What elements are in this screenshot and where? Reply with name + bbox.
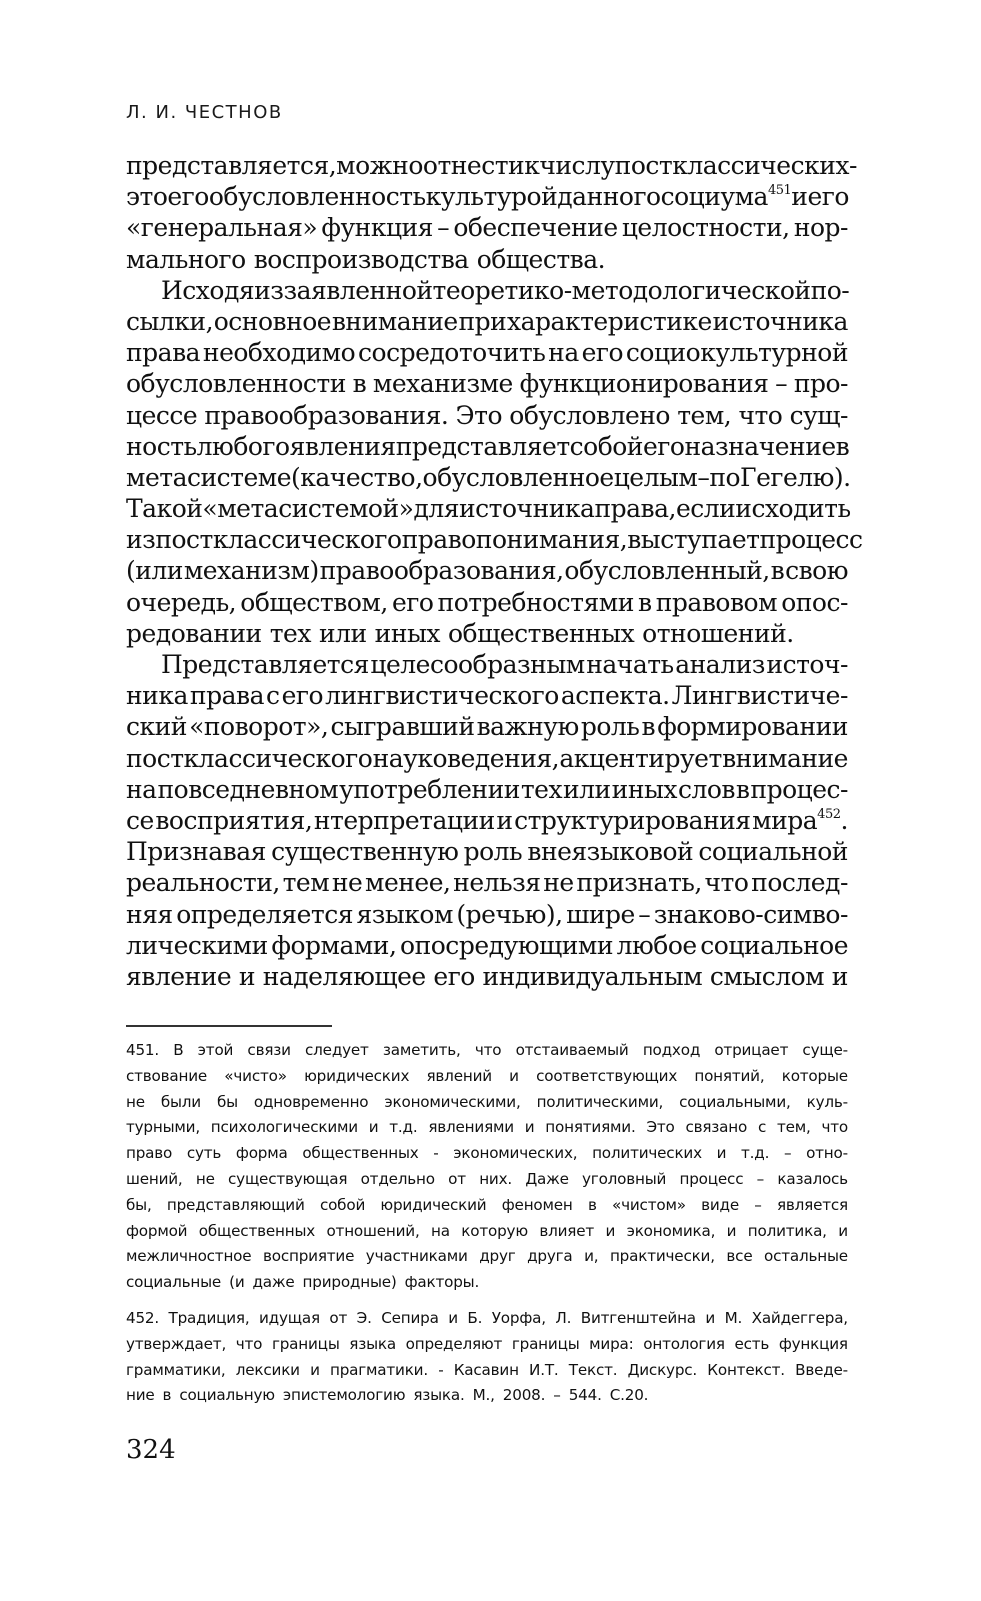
text-line: ность любого явления представляет собой его назначение в [126, 431, 850, 461]
text-line: очередь, обществом, его потребностями в правовом опос- [126, 587, 848, 617]
footnote-line: утверждает, что границы языка определяют границы мира: онтология есть функция [126, 1334, 848, 1353]
footnote-line: грамматики, лексики и прагматики. - Касавин И.Т. Текст. Дискурс. Контекст. Введе- [126, 1360, 848, 1379]
running-head: Л. И. ЧЕСТНОВ [126, 102, 283, 123]
text-line: постклассического науковедения, акцентирует внимание [126, 743, 848, 773]
paragraph [126, 275, 863, 649]
text-line: «генеральная» функция – обеспечение целостности, нор- [126, 213, 848, 243]
footnote-line: право суть форма общественных - экономических, политических и т.д. – отно- [126, 1144, 848, 1163]
footnote-line: социальные (и даже природные) факторы. [126, 1273, 480, 1292]
text-line: сылки, основное внимание при характеристике источника [126, 306, 848, 336]
text-line: редовании тех или иных общественных отношений. [126, 618, 794, 648]
footnote-line: формой общественных отношений, на которую влияет и экономика, и политика, и [126, 1221, 848, 1240]
page-number: 324 [126, 1435, 176, 1465]
text-line: явление и наделяющее его индивидуальным смыслом и [126, 961, 848, 991]
footnote [126, 1038, 848, 1296]
footnote [126, 1306, 848, 1409]
footnote-ref: 451 [767, 182, 792, 198]
text-line: Такой «метасистемой» для источника права, если исходить [126, 494, 851, 524]
text-line: цессе правообразования. Это обусловлено тем, что сущ- [126, 400, 848, 430]
text-line: няя определяется языком (речью), шире – знаково-симво- [126, 899, 848, 929]
text-line: лическими формами, опосредующими любое социальное [126, 930, 848, 960]
text-line: реальности, тем не менее, нельзя не признать, что послед- [126, 868, 848, 898]
paragraph [126, 649, 848, 992]
text-line: права необходимо сосредоточить на его социокультурной [126, 338, 848, 368]
footnote-line: бы, представляющий собой юридический феномен в «чистом» виде – является [126, 1195, 848, 1214]
main-text [126, 150, 863, 992]
text-line: метасистеме (качество, обусловленное целым – по Гегелю). [126, 462, 851, 492]
paragraph [126, 150, 857, 275]
text-line: это его обусловленность культурой данного социума$^{451}$ и его [126, 182, 849, 212]
text-line: из постклассического правопонимания, выступает процесс [126, 525, 863, 555]
footnote-line: ние в социальную эпистемологию языка. М., 2008. – 544. С.20. [126, 1386, 649, 1405]
text-line: (или механизм) правообразования, обусловленный, в свою [126, 556, 848, 586]
text-line: обусловленности в механизме функционирования – про- [126, 369, 848, 399]
footnote-line: 451. В этой связи следует заметить, что отстаиваемый подход отрицает суще- [126, 1041, 848, 1059]
footnote-line: ствование «чисто» юридических явлений и соответствующих понятий, которые [126, 1066, 848, 1085]
footnote-line: шений, не существующая отдельно от них. Даже уголовный процесс – казалось [126, 1169, 848, 1188]
text-line: ский «поворот», сыгравший важную роль в формировании [126, 712, 848, 742]
footnote-line: 452. Традиция, идущая от Э. Сепира и Б. Уорфа, Л. Витгенштейна и М. Хайдеггера, [126, 1308, 848, 1327]
text-line: ника права с его лингвистического аспекта. Лингвистиче- [126, 681, 848, 711]
text-line: представляется, можно отнести к числу постклассических - [126, 151, 857, 180]
text-line: мального воспроизводства общества. [126, 244, 606, 274]
text-line: се восприятия, нтерпретации и структурирования мира$^{452}$. [126, 805, 848, 835]
footnote-line: не были бы одновременно экономическими, политическими, социальными, куль- [126, 1092, 848, 1111]
text-line: Представляется целесообразным начать анализ источ- [161, 650, 848, 679]
text-line: Исходя из заявленной теоретико-методологической по- [161, 275, 850, 305]
footnote-ref: 452 [817, 806, 841, 822]
text-line: Признавая существенную роль внеязыковой социальной [126, 837, 848, 867]
footnote-separator [126, 1025, 332, 1027]
footnotes [126, 1038, 848, 1409]
footnote-line: турными, психологическими и т.д. явлениями и понятиями. Это связано с тем, что [126, 1118, 848, 1137]
footnote-line: межличностное восприятие участниками друг друга и, практически, все остальные [126, 1247, 848, 1266]
text-line: на повседневном употреблении тех или иных слов в процес- [126, 774, 848, 804]
